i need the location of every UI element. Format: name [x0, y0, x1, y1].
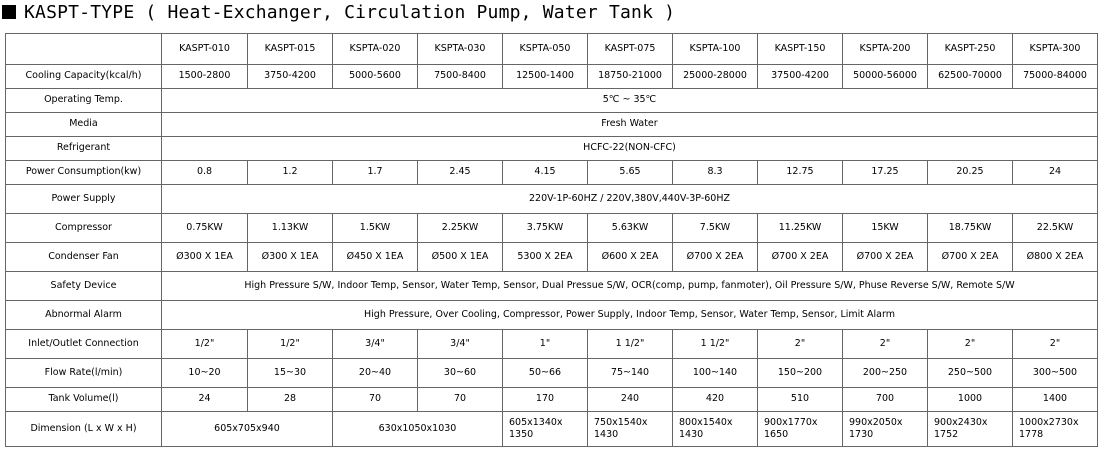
value-cell: Ø700 X 2EA [673, 243, 758, 272]
value-cell: 240 [588, 388, 673, 412]
abnormal-alarm-row [6, 301, 1098, 330]
value-cell: 24 [162, 388, 248, 412]
value-cell: Ø700 X 2EA [758, 243, 843, 272]
value-cell: 17.25 [843, 161, 928, 185]
value-cell: 3.75KW [503, 214, 588, 243]
value-cell: 5000-5600 [333, 65, 418, 89]
model-header-cell: KASPT-250 [928, 34, 1013, 65]
dimension-line: 900x2430x [934, 417, 988, 429]
value-cell: 1000 [928, 388, 1013, 412]
value-cell: 1/2" [162, 330, 248, 359]
model-header-cell: KSPTA-020 [333, 34, 418, 65]
tank-volume-row [6, 388, 1098, 412]
value-cell: Ø600 X 2EA [588, 243, 673, 272]
spec-table-container [5, 33, 1097, 447]
dimension-line: 1430 [594, 429, 619, 440]
dimension-cell [758, 412, 843, 447]
value-cell: 2.25KW [418, 214, 503, 243]
model-header-cell: KSPTA-030 [418, 34, 503, 65]
value-cell: 12.75 [758, 161, 843, 185]
value-cell: 75~140 [588, 359, 673, 388]
value-cell: 37500-4200 [758, 65, 843, 89]
value-cell: 25000-28000 [673, 65, 758, 89]
value-cell: 1500-2800 [162, 65, 248, 89]
flow-rate-row [6, 359, 1098, 388]
value-cell: 15~30 [248, 359, 333, 388]
row-label: Compressor [6, 214, 162, 243]
value-cell: 62500-70000 [928, 65, 1013, 89]
merged-value-cell: 630x1050x1030 [333, 412, 503, 447]
value-cell: 10~20 [162, 359, 248, 388]
value-cell: 22.5KW [1013, 214, 1098, 243]
merged-value-cell: 605x705x940 [162, 412, 333, 447]
value-cell: 3750-4200 [248, 65, 333, 89]
condenser-fan-row [6, 243, 1098, 272]
value-cell: 1 1/2" [588, 330, 673, 359]
refrigerant-row [6, 137, 1098, 161]
dimension-line: 1350 [509, 429, 534, 440]
dimension-line: 750x1540x [594, 417, 648, 429]
value-cell: 28 [248, 388, 333, 412]
value-cell: 300~500 [1013, 359, 1098, 388]
corner-cell [6, 34, 162, 65]
value-cell: Ø800 X 2EA [1013, 243, 1098, 272]
dimension-line: 900x1770x [764, 417, 818, 429]
value-cell: 50~66 [503, 359, 588, 388]
value-cell: 420 [673, 388, 758, 412]
value-cell: 250~500 [928, 359, 1013, 388]
value-cell: 1/2" [248, 330, 333, 359]
value-cell: 70 [333, 388, 418, 412]
model-header-cell: KASPT-150 [758, 34, 843, 65]
row-label: Power Consumption(kw) [6, 161, 162, 185]
value-cell: 1.5KW [333, 214, 418, 243]
dimension-cell [503, 412, 588, 447]
value-cell: 50000-56000 [843, 65, 928, 89]
compressor-row [6, 214, 1098, 243]
value-cell: 150~200 [758, 359, 843, 388]
operating-temp-row [6, 89, 1098, 113]
dimension-cell [588, 412, 673, 447]
value-cell: Ø700 X 2EA [928, 243, 1013, 272]
dimension-cell [928, 412, 1013, 447]
row-label: Dimension (L x W x H) [6, 412, 162, 447]
row-label: Inlet/Outlet Connection [6, 330, 162, 359]
page-title: KASPT-TYPE ( Heat-Exchanger, Circulation Pump, Water Tank ) [24, 1, 676, 23]
value-cell: 200~250 [843, 359, 928, 388]
value-cell: 2" [1013, 330, 1098, 359]
dimension-line: 1778 [1019, 429, 1044, 440]
value-cell: 700 [843, 388, 928, 412]
value-cell: Ø300 X 1EA [162, 243, 248, 272]
value-cell: 8.3 [673, 161, 758, 185]
value-cell: 15KW [843, 214, 928, 243]
row-label: Safety Device [6, 272, 162, 301]
value-cell: 5.63KW [588, 214, 673, 243]
value-cell: 30~60 [418, 359, 503, 388]
row-label: Condenser Fan [6, 243, 162, 272]
value-cell: 24 [1013, 161, 1098, 185]
power-supply-row [6, 185, 1098, 214]
row-label: Operating Temp. [6, 89, 162, 113]
value-cell: 2" [928, 330, 1013, 359]
value-cell: Ø450 X 1EA [333, 243, 418, 272]
model-header-cell: KSPTA-300 [1013, 34, 1098, 65]
black-square-icon [2, 5, 16, 19]
value-cell: 170 [503, 388, 588, 412]
dimension-line: 800x1540x [679, 417, 733, 429]
value-cell: 0.8 [162, 161, 248, 185]
value-cell: 1.13KW [248, 214, 333, 243]
value-cell: 20.25 [928, 161, 1013, 185]
dimension-cell [843, 412, 928, 447]
value-cell: 0.75KW [162, 214, 248, 243]
page-header [2, 0, 675, 24]
model-header-cell: KASPT-075 [588, 34, 673, 65]
merged-value-cell: High Pressure S/W, Indoor Temp, Sensor, Water Temp, Sensor, Dual Pressue S/W, OCR(comp, pump, fanmoter), Oil Pressure S/W, Phuse Reverse S/W, Remote S/W [162, 272, 1098, 301]
value-cell: 1" [503, 330, 588, 359]
value-cell: 2" [843, 330, 928, 359]
value-cell: 75000-84000 [1013, 65, 1098, 89]
value-cell: 12500-1400 [503, 65, 588, 89]
value-cell: 3/4" [418, 330, 503, 359]
row-label: Power Supply [6, 185, 162, 214]
dimension-row [6, 412, 1098, 447]
dimension-line: 990x2050x [849, 417, 903, 429]
model-header-cell: KSPTA-200 [843, 34, 928, 65]
dimension-line: 1000x2730x [1019, 417, 1079, 429]
value-cell: 1 1/2" [673, 330, 758, 359]
merged-value-cell: 5℃ ~ 35℃ [162, 89, 1098, 113]
merged-value-cell: High Pressure, Over Cooling, Compressor, Power Supply, Indoor Temp, Sensor, Water Temp, Sensor, Limit Alarm [162, 301, 1098, 330]
row-label: Cooling Capacity(kcal/h) [6, 65, 162, 89]
value-cell: 5.65 [588, 161, 673, 185]
row-label: Abnormal Alarm [6, 301, 162, 330]
merged-value-cell: Fresh Water [162, 113, 1098, 137]
media-row [6, 113, 1098, 137]
model-header-row [6, 34, 1098, 65]
value-cell: 18.75KW [928, 214, 1013, 243]
dimension-line: 1752 [934, 429, 959, 440]
cooling-capacity-row [6, 65, 1098, 89]
model-header-cell: KSPTA-100 [673, 34, 758, 65]
value-cell: 7.5KW [673, 214, 758, 243]
merged-value-cell: 220V-1P-60HZ / 220V,380V,440V-3P-60HZ [162, 185, 1098, 214]
model-header-cell: KASPT-010 [162, 34, 248, 65]
merged-value-cell: HCFC-22(NON-CFC) [162, 137, 1098, 161]
value-cell: Ø500 X 1EA [418, 243, 503, 272]
value-cell: 2.45 [418, 161, 503, 185]
row-label: Flow Rate(l/min) [6, 359, 162, 388]
value-cell: Ø300 X 1EA [248, 243, 333, 272]
value-cell: 4.15 [503, 161, 588, 185]
spec-table [5, 33, 1098, 447]
value-cell: 70 [418, 388, 503, 412]
value-cell: 1.2 [248, 161, 333, 185]
value-cell: 2" [758, 330, 843, 359]
value-cell: 5300 X 2EA [503, 243, 588, 272]
value-cell: 1.7 [333, 161, 418, 185]
value-cell: 20~40 [333, 359, 418, 388]
model-header-cell: KASPT-015 [248, 34, 333, 65]
row-label: Tank Volume(l) [6, 388, 162, 412]
value-cell: 100~140 [673, 359, 758, 388]
model-header-cell: KSPTA-050 [503, 34, 588, 65]
value-cell: 1400 [1013, 388, 1098, 412]
dimension-line: 1730 [849, 429, 874, 440]
value-cell: 3/4" [333, 330, 418, 359]
row-label: Media [6, 113, 162, 137]
value-cell: 7500-8400 [418, 65, 503, 89]
safety-device-row [6, 272, 1098, 301]
value-cell: Ø700 X 2EA [843, 243, 928, 272]
inlet-outlet-row [6, 330, 1098, 359]
row-label: Refrigerant [6, 137, 162, 161]
power-consumption-row [6, 161, 1098, 185]
value-cell: 510 [758, 388, 843, 412]
dimension-cell [673, 412, 758, 447]
dimension-line: 1430 [679, 429, 704, 440]
dimension-line: 605x1340x [509, 417, 563, 429]
dimension-line: 1650 [764, 429, 789, 440]
value-cell: 11.25KW [758, 214, 843, 243]
dimension-cell [1013, 412, 1098, 447]
value-cell: 18750-21000 [588, 65, 673, 89]
